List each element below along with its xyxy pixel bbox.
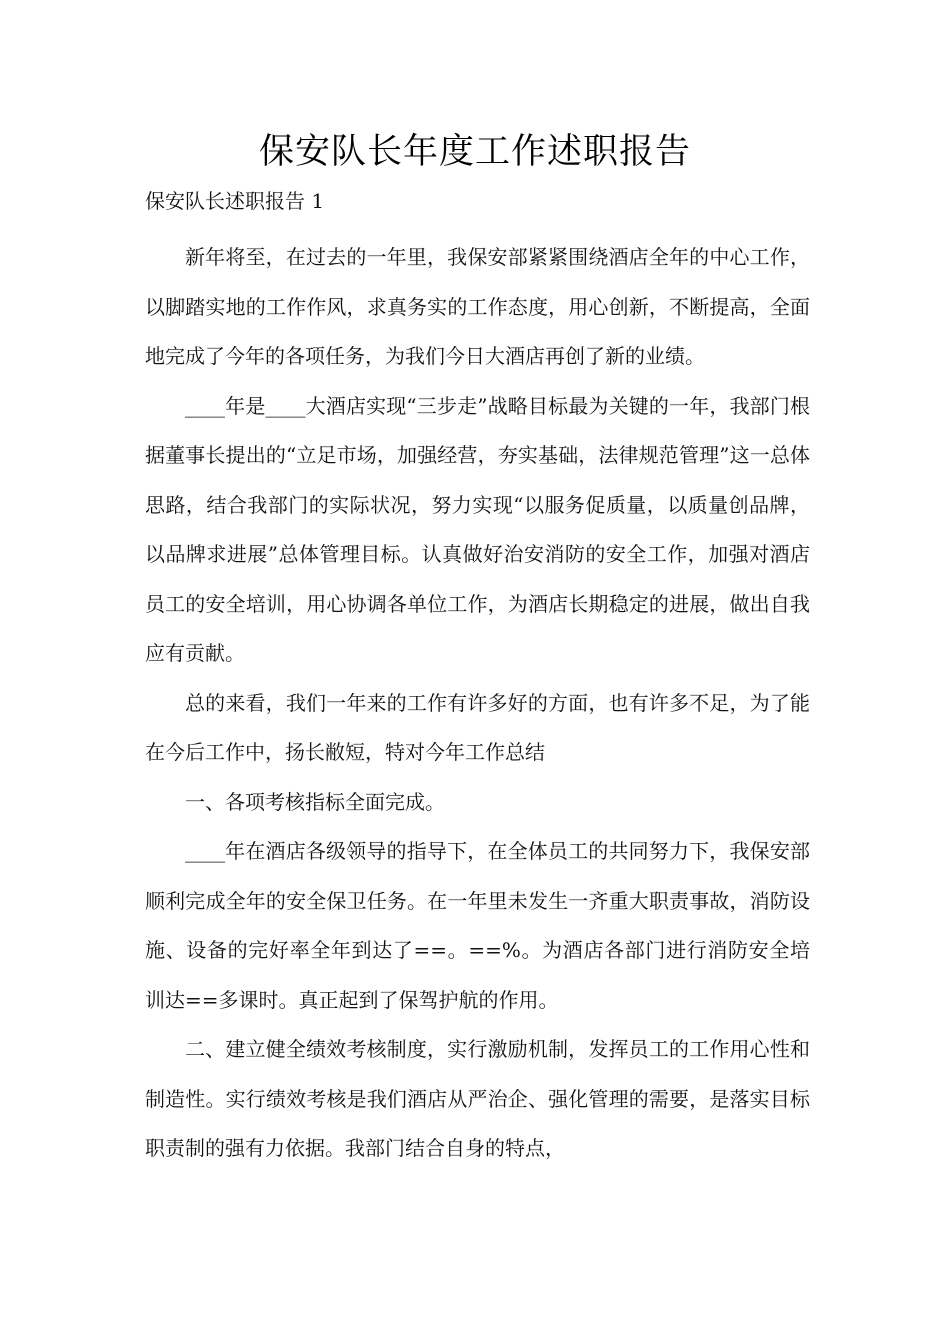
paragraph-strategy: ____年是____大酒店实现“三步走”战略目标最为关键的一年，我部门根据董事长提出的“立足市场，加强经营，夯实基础，法律规范管理”这一总体思路，结合我部门的实际状况，努力实现“以服务促质量，以质量创品牌，以品牌求进展”总体管理目标。认真做好治安消防的安全工作，加强对酒店员工的安全培训，用心协调各单位工作，为酒店长期稳定的进展，做出自我应有贡献。: [145, 393, 810, 665]
section-heading-1: 一、各项考核指标全面完成。: [185, 789, 445, 814]
document-title: 保安队长年度工作述职报告: [258, 132, 691, 172]
paragraph-summary: 总的来看，我们一年来的工作有许多好的方面，也有许多不足，为了能在今后工作中，扬长敝短，特对今年工作总结: [145, 690, 810, 764]
paragraph-achievements: ____年在酒店各级领导的指导下，在全体员工的共同努力下，我保安部顺利完成全年的安全保卫任务。在一年里未发生一齐重大职责事故，消防设施、设备的完好率全年到达了==。==%。为酒店各部门进行消防安全培训达==多课时。真正起到了保驾护航的作用。: [145, 839, 810, 1012]
section-heading-2-paragraph: 二、建立健全绩效考核制度，实行激励机制，发挥员工的工作用心性和制造性。实行绩效考核是我们酒店从严治企、强化管理的需要，是落实目标职责制的强有力依据。我部门结合自身的特点，: [145, 1037, 810, 1160]
document-body: [145, 233, 810, 1174]
document-subtitle: 保安队长述职报告 1: [145, 189, 325, 213]
paragraph-intro: 新年将至，在过去的一年里，我保安部紧紧围绕酒店全年的中心工作，以脚踏实地的工作作风，求真务实的工作态度，用心创新，不断提高，全面地完成了今年的各项任务，为我们今日大酒店再创了新的业绩。: [145, 245, 810, 368]
